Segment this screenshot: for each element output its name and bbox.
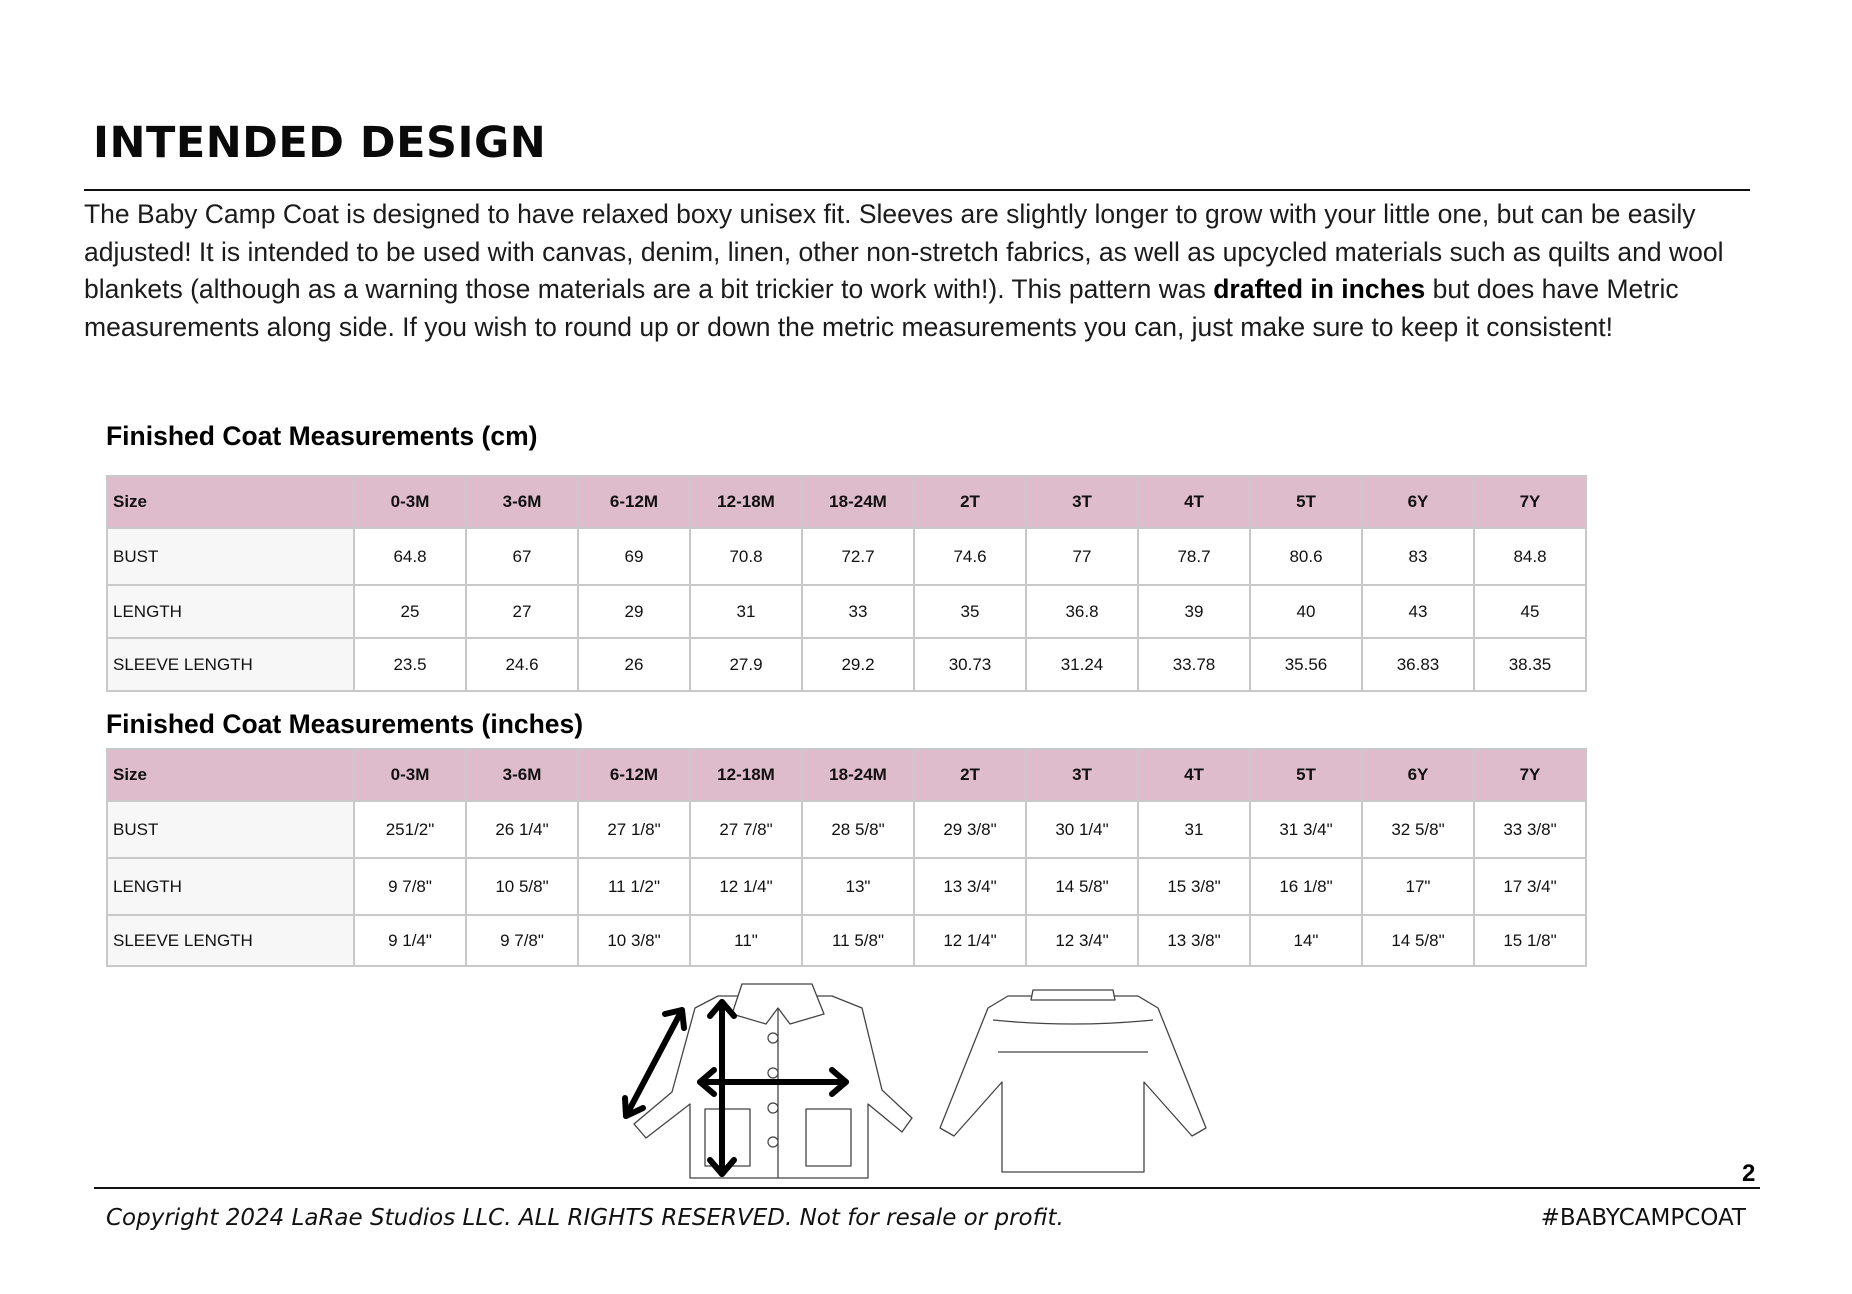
header-cell: 5T bbox=[1250, 476, 1362, 528]
table-cell: 15 3/8" bbox=[1138, 858, 1250, 915]
title-divider bbox=[84, 189, 1750, 191]
table-cell: 33 3/8" bbox=[1474, 801, 1586, 858]
header-cell: 0-3M bbox=[354, 749, 466, 801]
inches-measurements-table bbox=[106, 748, 1587, 967]
intro-paragraph bbox=[84, 196, 1750, 346]
table-cell: 14 5/8" bbox=[1026, 858, 1138, 915]
table-cell: 80.6 bbox=[1250, 528, 1362, 585]
header-cell: 18-24M bbox=[802, 476, 914, 528]
table-cell: 31 3/4" bbox=[1250, 801, 1362, 858]
table-cell: 12 1/4" bbox=[914, 915, 1026, 966]
header-cell: Size bbox=[107, 476, 354, 528]
table-cell: 35 bbox=[914, 585, 1026, 638]
copyright-notice: Copyright 2024 LaRae Studios LLC. ALL RIGHTS RESERVED. Not for resale or profit. bbox=[106, 1205, 1064, 1231]
header-cell: 0-3M bbox=[354, 476, 466, 528]
coat-front-sketch bbox=[610, 974, 920, 1189]
table-cell: 31 bbox=[1138, 801, 1250, 858]
header-cell: 3T bbox=[1026, 749, 1138, 801]
table-cell: 29 bbox=[578, 585, 690, 638]
cm-table-heading: Finished Coat Measurements (cm) bbox=[106, 421, 538, 451]
intro-text: The Baby Camp Coat is designed to have relaxed boxy unisex fit. Sleeves are slightly longer to grow with your little one, but can be easily adjusted! It is intended to be used with canvas, denim, linen, other non-stretch fabrics, as well as upcycled materials such as quilts and wool blankets (although as a warning those materials are a bit trickier to work with!). This pattern was bbox=[84, 199, 1724, 304]
header-cell: 7Y bbox=[1474, 749, 1586, 801]
row-label: BUST bbox=[107, 528, 354, 585]
table-cell: 32 5/8" bbox=[1362, 801, 1474, 858]
table-cell: 251/2" bbox=[354, 801, 466, 858]
table-header-row bbox=[107, 476, 1586, 528]
table-row bbox=[107, 528, 1586, 585]
table-cell: 17" bbox=[1362, 858, 1474, 915]
header-cell: 4T bbox=[1138, 749, 1250, 801]
table-cell: 36.8 bbox=[1026, 585, 1138, 638]
table-cell: 31 bbox=[690, 585, 802, 638]
table-cell: 38.35 bbox=[1474, 638, 1586, 691]
table-cell: 64.8 bbox=[354, 528, 466, 585]
table-cell: 30.73 bbox=[914, 638, 1026, 691]
table-cell: 43 bbox=[1362, 585, 1474, 638]
table-cell: 33 bbox=[802, 585, 914, 638]
hashtag: #BABYCAMPCOAT bbox=[1540, 1205, 1746, 1231]
header-cell: 6Y bbox=[1362, 476, 1474, 528]
header-cell: 3-6M bbox=[466, 749, 578, 801]
table-cell: 9 1/4" bbox=[354, 915, 466, 966]
table-cell: 70.8 bbox=[690, 528, 802, 585]
table-cell: 26 1/4" bbox=[466, 801, 578, 858]
table-cell: 36.83 bbox=[1362, 638, 1474, 691]
table-cell: 31.24 bbox=[1026, 638, 1138, 691]
table-cell: 39 bbox=[1138, 585, 1250, 638]
table-cell: 17 3/4" bbox=[1474, 858, 1586, 915]
table-cell: 13 3/4" bbox=[914, 858, 1026, 915]
header-cell: 6Y bbox=[1362, 749, 1474, 801]
table-cell: 27 7/8" bbox=[690, 801, 802, 858]
intro-text-end: but does have Metric measurements along side. If you wish to round up or down the metric measurements you can, just make sure to keep it consistent! bbox=[84, 274, 1679, 342]
table-cell: 23.5 bbox=[354, 638, 466, 691]
row-label: SLEEVE LENGTH bbox=[107, 915, 354, 966]
header-cell: 6-12M bbox=[578, 476, 690, 528]
header-cell: 7Y bbox=[1474, 476, 1586, 528]
row-label: BUST bbox=[107, 801, 354, 858]
table-cell: 77 bbox=[1026, 528, 1138, 585]
inches-table-heading: Finished Coat Measurements (inches) bbox=[106, 709, 584, 739]
table-cell: 29.2 bbox=[802, 638, 914, 691]
header-cell: 4T bbox=[1138, 476, 1250, 528]
table-cell: 45 bbox=[1474, 585, 1586, 638]
table-cell: 16 1/8" bbox=[1250, 858, 1362, 915]
page-title: INTENDED DESIGN bbox=[93, 118, 547, 168]
table-cell: 25 bbox=[354, 585, 466, 638]
header-cell: 2T bbox=[914, 476, 1026, 528]
table-cell: 14" bbox=[1250, 915, 1362, 966]
table-cell: 11" bbox=[690, 915, 802, 966]
header-cell: Size bbox=[107, 749, 354, 801]
table-cell: 27 bbox=[466, 585, 578, 638]
table-cell: 10 5/8" bbox=[466, 858, 578, 915]
table-cell: 28 5/8" bbox=[802, 801, 914, 858]
table-header-row bbox=[107, 749, 1586, 801]
table-row bbox=[107, 915, 1586, 966]
table-cell: 29 3/8" bbox=[914, 801, 1026, 858]
table-row bbox=[107, 638, 1586, 691]
table-cell: 14 5/8" bbox=[1362, 915, 1474, 966]
header-cell: 3-6M bbox=[466, 476, 578, 528]
table-cell: 26 bbox=[578, 638, 690, 691]
table-cell: 35.56 bbox=[1250, 638, 1362, 691]
header-cell: 2T bbox=[914, 749, 1026, 801]
table-cell: 11 1/2" bbox=[578, 858, 690, 915]
header-cell: 6-12M bbox=[578, 749, 690, 801]
table-cell: 74.6 bbox=[914, 528, 1026, 585]
header-cell: 5T bbox=[1250, 749, 1362, 801]
row-label: SLEEVE LENGTH bbox=[107, 638, 354, 691]
footer-divider bbox=[94, 1187, 1760, 1189]
table-cell: 40 bbox=[1250, 585, 1362, 638]
table-cell: 11 5/8" bbox=[802, 915, 914, 966]
coat-back-sketch bbox=[930, 974, 1210, 1189]
table-cell: 9 7/8" bbox=[354, 858, 466, 915]
table-cell: 84.8 bbox=[1474, 528, 1586, 585]
row-label: LENGTH bbox=[107, 858, 354, 915]
table-cell: 13" bbox=[802, 858, 914, 915]
row-label: LENGTH bbox=[107, 585, 354, 638]
table-cell: 9 7/8" bbox=[466, 915, 578, 966]
intro-bold-text: drafted in inches bbox=[1213, 274, 1426, 304]
table-cell: 67 bbox=[466, 528, 578, 585]
table-cell: 83 bbox=[1362, 528, 1474, 585]
table-cell: 27.9 bbox=[690, 638, 802, 691]
table-cell: 13 3/8" bbox=[1138, 915, 1250, 966]
table-row bbox=[107, 858, 1586, 915]
table-cell: 33.78 bbox=[1138, 638, 1250, 691]
page-number: 2 bbox=[1742, 1160, 1756, 1187]
table-cell: 12 3/4" bbox=[1026, 915, 1138, 966]
header-cell: 12-18M bbox=[690, 749, 802, 801]
table-cell: 72.7 bbox=[802, 528, 914, 585]
table-cell: 24.6 bbox=[466, 638, 578, 691]
header-cell: 12-18M bbox=[690, 476, 802, 528]
table-cell: 78.7 bbox=[1138, 528, 1250, 585]
table-row bbox=[107, 801, 1586, 858]
table-cell: 30 1/4" bbox=[1026, 801, 1138, 858]
table-cell: 69 bbox=[578, 528, 690, 585]
table-cell: 15 1/8" bbox=[1474, 915, 1586, 966]
cm-measurements-table bbox=[106, 475, 1587, 692]
header-cell: 3T bbox=[1026, 476, 1138, 528]
table-cell: 10 3/8" bbox=[578, 915, 690, 966]
header-cell: 18-24M bbox=[802, 749, 914, 801]
table-cell: 12 1/4" bbox=[690, 858, 802, 915]
table-row bbox=[107, 585, 1586, 638]
table-cell: 27 1/8" bbox=[578, 801, 690, 858]
